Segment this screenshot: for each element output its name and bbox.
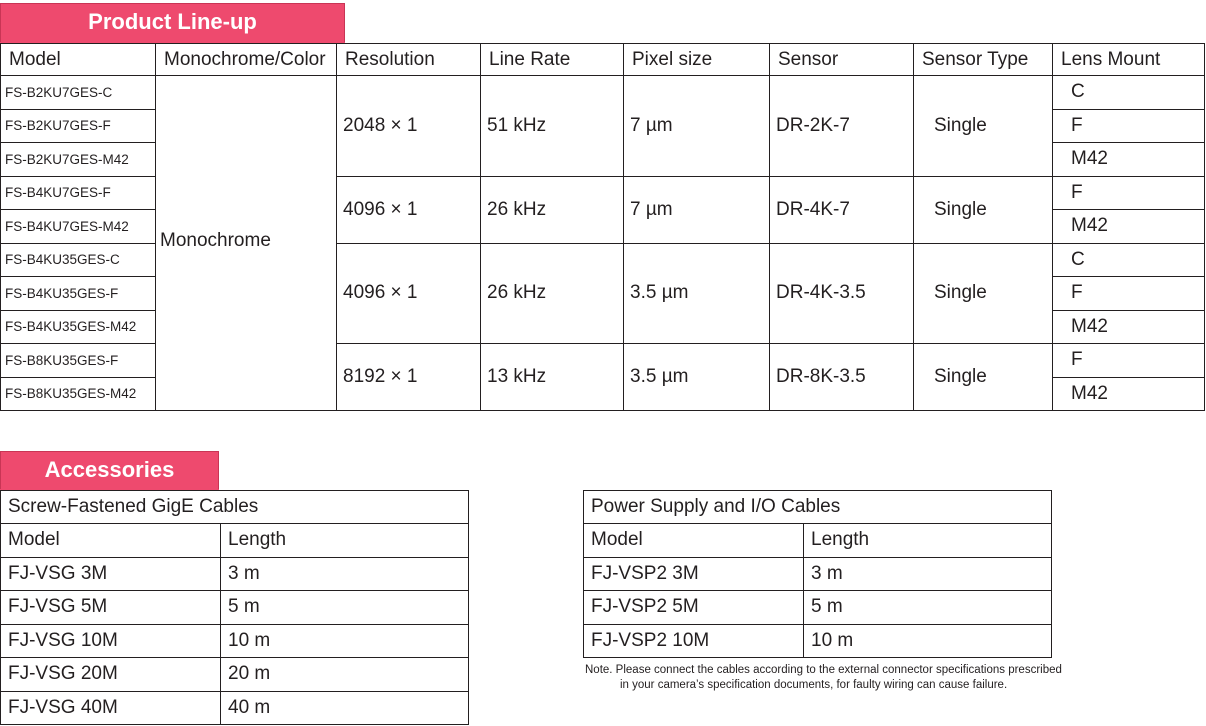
cable-length-cell: 40 m bbox=[221, 691, 469, 725]
cable-length-cell: 10 m bbox=[221, 624, 469, 658]
lens-mount-cell: M42 bbox=[1053, 377, 1205, 411]
power-cables-table bbox=[583, 490, 1052, 658]
gige-caption-row bbox=[1, 491, 469, 524]
cable-model-cell: FJ-VSP2 10M bbox=[584, 624, 804, 658]
sensor-cell: DR-4K-3.5 bbox=[770, 243, 914, 344]
product-lineup-heading: Product Line-up bbox=[0, 3, 345, 43]
gige-header-row bbox=[1, 524, 469, 558]
gige-cables-caption: Screw-Fastened GigE Cables bbox=[1, 491, 469, 524]
model-cell: FS-B8KU35GES-M42 bbox=[1, 377, 156, 411]
accessories-heading: Accessories bbox=[0, 451, 219, 491]
line-rate-cell: 26 kHz bbox=[481, 176, 624, 243]
cable-length-cell: 3 m bbox=[804, 557, 1052, 591]
pixel-size-cell: 7 µm bbox=[624, 76, 770, 177]
sensor-cell: DR-2K-7 bbox=[770, 76, 914, 177]
sensor-type-cell: Single bbox=[914, 344, 1053, 411]
table-row bbox=[584, 624, 1052, 658]
table-row bbox=[1, 76, 1205, 110]
cable-model-cell: FJ-VSP2 5M bbox=[584, 591, 804, 625]
resolution-cell: 8192 × 1 bbox=[337, 344, 481, 411]
cable-length-cell: 20 m bbox=[221, 658, 469, 692]
lineup-header-row bbox=[1, 44, 1205, 76]
sensor-cell: DR-8K-3.5 bbox=[770, 344, 914, 411]
model-cell: FS-B4KU35GES-F bbox=[1, 277, 156, 311]
header-pixel-size: Pixel size bbox=[624, 44, 770, 76]
monochrome-color-cell: Monochrome bbox=[156, 76, 337, 411]
header-line-rate: Line Rate bbox=[481, 44, 624, 76]
model-cell: FS-B4KU7GES-M42 bbox=[1, 210, 156, 244]
cable-length-cell: 5 m bbox=[221, 591, 469, 625]
lens-mount-cell: C bbox=[1053, 76, 1205, 110]
power-header-row bbox=[584, 524, 1052, 558]
header-sensor-type: Sensor Type bbox=[914, 44, 1053, 76]
gige-header-model: Model bbox=[1, 524, 221, 558]
pixel-size-cell: 3.5 µm bbox=[624, 344, 770, 411]
cable-model-cell: FJ-VSG 3M bbox=[1, 557, 221, 591]
wiring-note bbox=[585, 663, 1062, 693]
lens-mount-cell: F bbox=[1053, 109, 1205, 143]
pixel-size-cell: 3.5 µm bbox=[624, 243, 770, 344]
model-cell: FS-B2KU7GES-M42 bbox=[1, 143, 156, 177]
lens-mount-cell: F bbox=[1053, 277, 1205, 311]
table-row bbox=[584, 557, 1052, 591]
table-row bbox=[1, 557, 469, 591]
line-rate-cell: 13 kHz bbox=[481, 344, 624, 411]
resolution-cell: 4096 × 1 bbox=[337, 243, 481, 344]
gige-cables-table bbox=[0, 490, 469, 725]
cable-length-cell: 3 m bbox=[221, 557, 469, 591]
table-row bbox=[1, 624, 469, 658]
lens-mount-cell: F bbox=[1053, 176, 1205, 210]
header-monochrome-color: Monochrome/Color bbox=[156, 44, 337, 76]
header-sensor: Sensor bbox=[770, 44, 914, 76]
power-header-model: Model bbox=[584, 524, 804, 558]
note-line-1: Note. Please connect the cables according to the external connector specifications prescribed bbox=[585, 664, 1062, 676]
cable-length-cell: 5 m bbox=[804, 591, 1052, 625]
product-lineup-table bbox=[0, 43, 1205, 411]
cable-model-cell: FJ-VSP2 3M bbox=[584, 557, 804, 591]
model-cell: FS-B2KU7GES-C bbox=[1, 76, 156, 110]
table-row bbox=[1, 591, 469, 625]
resolution-cell: 2048 × 1 bbox=[337, 76, 481, 177]
lens-mount-cell: M42 bbox=[1053, 143, 1205, 177]
cable-model-cell: FJ-VSG 10M bbox=[1, 624, 221, 658]
sensor-type-cell: Single bbox=[914, 243, 1053, 344]
sensor-type-cell: Single bbox=[914, 76, 1053, 177]
lens-mount-cell: M42 bbox=[1053, 210, 1205, 244]
lens-mount-cell: C bbox=[1053, 243, 1205, 277]
header-resolution: Resolution bbox=[337, 44, 481, 76]
cable-model-cell: FJ-VSG 20M bbox=[1, 658, 221, 692]
cable-model-cell: FJ-VSG 40M bbox=[1, 691, 221, 725]
resolution-cell: 4096 × 1 bbox=[337, 176, 481, 243]
table-row bbox=[584, 591, 1052, 625]
model-cell: FS-B2KU7GES-F bbox=[1, 109, 156, 143]
power-caption-row bbox=[584, 491, 1052, 524]
model-cell: FS-B4KU35GES-M42 bbox=[1, 310, 156, 344]
line-rate-cell: 26 kHz bbox=[481, 243, 624, 344]
table-row bbox=[1, 691, 469, 725]
model-cell: FS-B4KU35GES-C bbox=[1, 243, 156, 277]
power-header-length: Length bbox=[804, 524, 1052, 558]
lens-mount-cell: F bbox=[1053, 344, 1205, 378]
power-cables-caption: Power Supply and I/O Cables bbox=[584, 491, 1052, 524]
lens-mount-cell: M42 bbox=[1053, 310, 1205, 344]
sensor-type-cell: Single bbox=[914, 176, 1053, 243]
gige-header-length: Length bbox=[221, 524, 469, 558]
model-cell: FS-B4KU7GES-F bbox=[1, 176, 156, 210]
cable-length-cell: 10 m bbox=[804, 624, 1052, 658]
header-lens-mount: Lens Mount bbox=[1053, 44, 1205, 76]
pixel-size-cell: 7 µm bbox=[624, 176, 770, 243]
cable-model-cell: FJ-VSG 5M bbox=[1, 591, 221, 625]
note-line-2: in your camera’s specification documents, for faulty wiring can cause failure. bbox=[620, 679, 1008, 691]
header-model: Model bbox=[1, 44, 156, 76]
table-row bbox=[1, 658, 469, 692]
sensor-cell: DR-4K-7 bbox=[770, 176, 914, 243]
model-cell: FS-B8KU35GES-F bbox=[1, 344, 156, 378]
line-rate-cell: 51 kHz bbox=[481, 76, 624, 177]
